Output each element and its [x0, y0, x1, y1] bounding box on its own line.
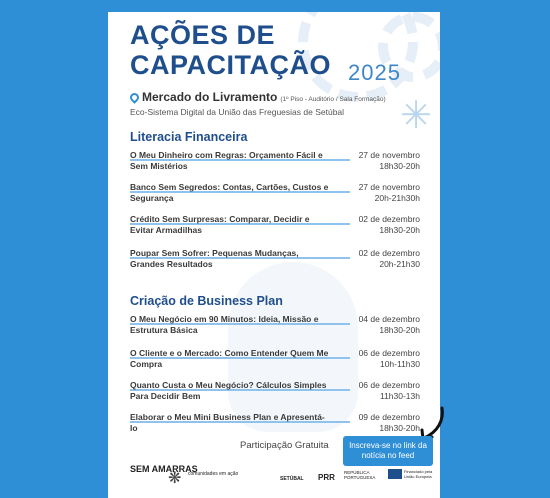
- logo-setubal: [280, 476, 304, 482]
- item-title: Quanto Custa o Meu Negócio? Cálculos Simples Para Decidir Bem: [130, 380, 327, 401]
- item-schedule: [359, 150, 420, 171]
- item-date: 27 de novembro: [358, 150, 420, 160]
- item-schedule: [359, 314, 420, 335]
- list-item: [130, 150, 420, 182]
- item-title: Crédito Sem Surpresas: Comparar, Decidir e Evitar Armadilhas: [130, 214, 310, 235]
- item-time: 20h-21h30h: [374, 192, 420, 203]
- list-item: [130, 314, 420, 346]
- eu-flag-icon: [388, 469, 402, 479]
- dots-logo-icon: ❋: [168, 470, 182, 487]
- venue-name: Mercado do Livramento: [142, 90, 278, 104]
- logo-text: PRR: [318, 473, 335, 482]
- list-item: [130, 214, 420, 246]
- item-schedule: [359, 214, 420, 235]
- list-item: [130, 348, 420, 380]
- item-date: 02 de dezembro: [358, 214, 420, 224]
- item-title: O Meu Dinheiro com Regras: Orçamento Fácil e Sem Mistérios: [130, 150, 323, 171]
- venue-detail: (1º Piso - Auditório / Sala Formação): [280, 96, 386, 103]
- item-schedule: [359, 248, 420, 269]
- logo-comunidades: [188, 471, 238, 477]
- item-time: 11h30-13h: [379, 390, 420, 401]
- item-schedule: [359, 348, 420, 369]
- item-title: Elaborar o Meu Mini Business Plan e Apresentá-lo: [130, 412, 325, 433]
- item-schedule: [359, 412, 420, 433]
- item-schedule: [359, 182, 420, 203]
- signup-cta: Inscreva-se no link da notícia no feed: [343, 436, 433, 466]
- item-date: 06 de dezembro: [358, 380, 420, 390]
- section-title-business-plan: Criação de Business Plan: [130, 294, 283, 308]
- year-label: 2025: [348, 60, 401, 85]
- item-time: 20h-21h30: [379, 258, 420, 269]
- item-date: 02 de dezembro: [358, 248, 420, 258]
- logo-text: REPÚBLICA PORTUGUESA: [344, 470, 376, 480]
- item-date: 09 de dezembro: [358, 412, 420, 422]
- logo-text: SETÚBAL: [280, 476, 304, 482]
- snowflake-icon: ✳: [400, 95, 432, 137]
- item-title: O Cliente e o Mercado: Como Entender Quem Me Compra: [130, 348, 329, 369]
- item-time: 18h30-20h: [379, 324, 420, 335]
- title-line-1: AÇÕES DE: [130, 20, 276, 50]
- item-time: 18h30-20h: [379, 160, 420, 171]
- poster: [108, 12, 440, 498]
- page-title: [130, 20, 331, 80]
- venue: [142, 90, 386, 104]
- item-title: O Meu Negócio em 90 Minutos: Ideia, Missão e Estrutura Básica: [130, 314, 319, 335]
- item-time: 18h30-20h: [379, 224, 420, 235]
- ecosystem-label: Eco-Sistema Digital da União das Freguesias de Setúbal: [130, 107, 345, 117]
- logo-text: Financiado pela União Europeia: [404, 469, 433, 479]
- list-item: [130, 248, 420, 280]
- item-schedule: [359, 380, 420, 401]
- free-participation-label: Participação Gratuita: [240, 440, 329, 451]
- item-time: 18h30-20h: [379, 422, 420, 433]
- pin-icon: [128, 91, 141, 104]
- title-line-2: CAPACITAÇÃO: [130, 50, 331, 80]
- logo-eu: [404, 469, 438, 479]
- item-date: 27 de novembro: [358, 182, 420, 192]
- item-date: 06 de dezembro: [358, 348, 420, 358]
- list-item: [130, 182, 420, 214]
- logo-prr: [318, 473, 335, 482]
- item-title: Poupar Sem Sofrer: Pequenas Mudanças, Grandes Resultados: [130, 248, 299, 269]
- list-item: [130, 380, 420, 412]
- item-date: 04 de dezembro: [358, 314, 420, 324]
- logo-text: SEM AMARRAS: [130, 464, 198, 474]
- partner-logos: [108, 462, 440, 492]
- logo-republica: [344, 470, 380, 480]
- logo-text: comunidades em ação: [188, 471, 239, 477]
- item-time: 10h-11h30: [379, 358, 420, 369]
- section-title-literacia: Literacia Financeira: [130, 130, 248, 144]
- item-title: Banco Sem Segredos: Contas, Cartões, Custos e Segurança: [130, 182, 329, 203]
